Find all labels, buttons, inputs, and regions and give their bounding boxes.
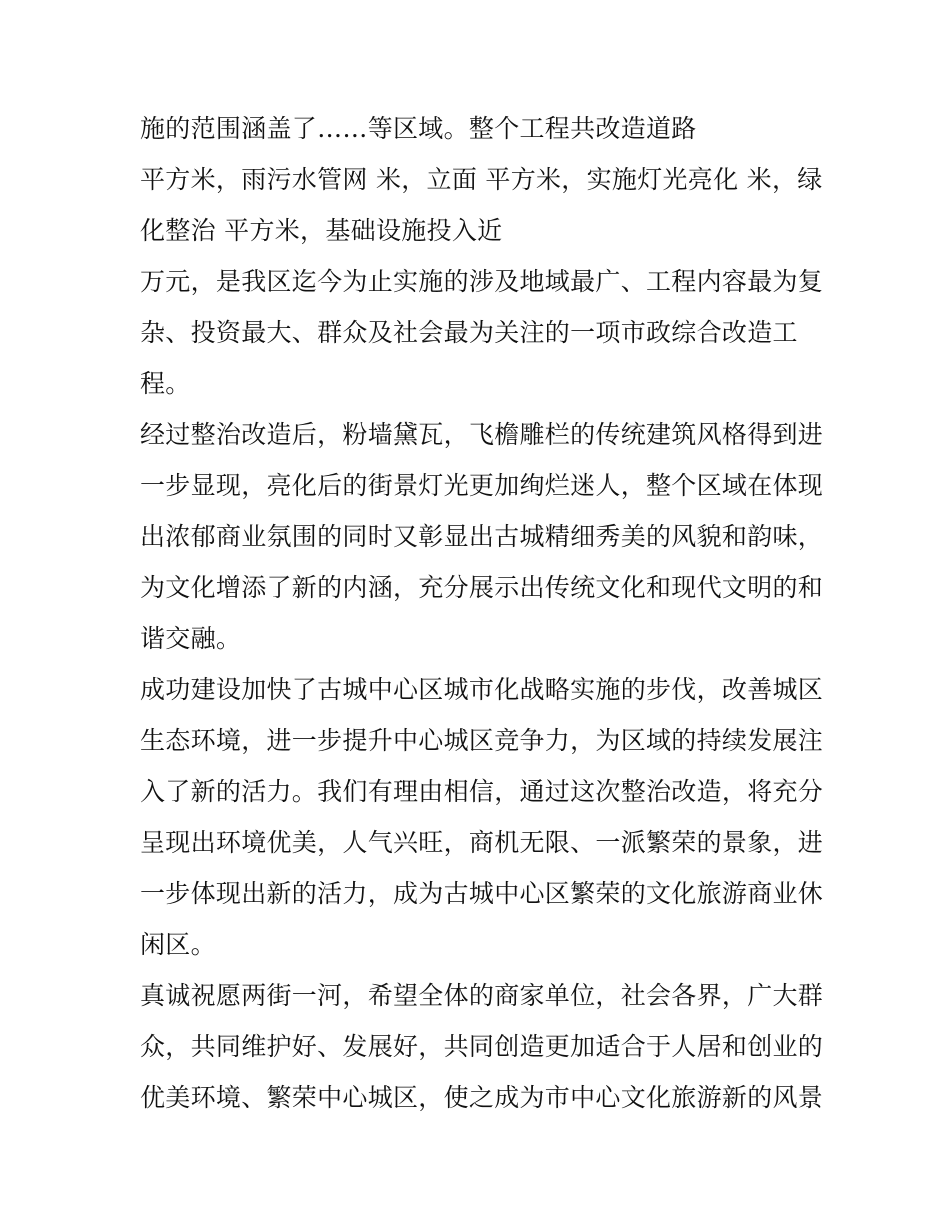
text-line: 呈现出环境优美，人气兴旺，商机无限、一派繁荣的景象，进 — [140, 828, 824, 857]
text-line: 闲区。 — [140, 930, 216, 959]
text-line: 优美环境、繁荣中心城区，使之成为市中心文化旅游新的风景 — [140, 1083, 824, 1112]
text-line: 成功建设加快了古城中心区城市化战略实施的步伐，改善城区 — [140, 675, 824, 704]
text-line: 平方米，雨污水管网 米，立面 平方米，实施灯光亮化 米，绿 — [140, 165, 823, 194]
text-line: 施的范围涵盖了……等区域。整个工程共改造道路 — [140, 114, 697, 143]
text-line: 杂、投资最大、群众及社会最为关注的一项市政综合改造工 — [140, 318, 798, 347]
text-line: 经过整治改造后，粉墙黛瓦，飞檐雕栏的传统建筑风格得到进 — [140, 420, 824, 449]
text-line: 众，共同维护好、发展好，共同创造更加适合于人居和创业的 — [140, 1032, 824, 1061]
text-line: 谐交融。 — [140, 624, 242, 653]
text-line: 一步显现，亮化后的街景灯光更加绚烂迷人，整个区域在体现 — [140, 471, 824, 500]
text-line: 真诚祝愿两街一河，希望全体的商家单位，社会各界，广大群 — [140, 981, 824, 1010]
document-body — [140, 109, 824, 1129]
text-line: 化整治 平方米，基础设施投入近 — [140, 216, 503, 245]
text-line: 程。 — [140, 369, 191, 398]
text-line: 出浓郁商业氛围的同时又彰显出古城精细秀美的风貌和韵味， — [140, 522, 824, 551]
text-line: 万元，是我区迄今为止实施的涉及地域最广、工程内容最为复 — [140, 267, 824, 296]
text-line: 生态环境，进一步提升中心城区竞争力，为区域的持续发展注 — [140, 726, 824, 755]
text-line: 入了新的活力。我们有理由相信，通过这次整治改造，将充分 — [140, 777, 824, 806]
text-line: 为文化增添了新的内涵，充分展示出传统文化和现代文明的和 — [140, 573, 824, 602]
text-line: 一步体现出新的活力，成为古城中心区繁荣的文化旅游商业休 — [140, 879, 824, 908]
